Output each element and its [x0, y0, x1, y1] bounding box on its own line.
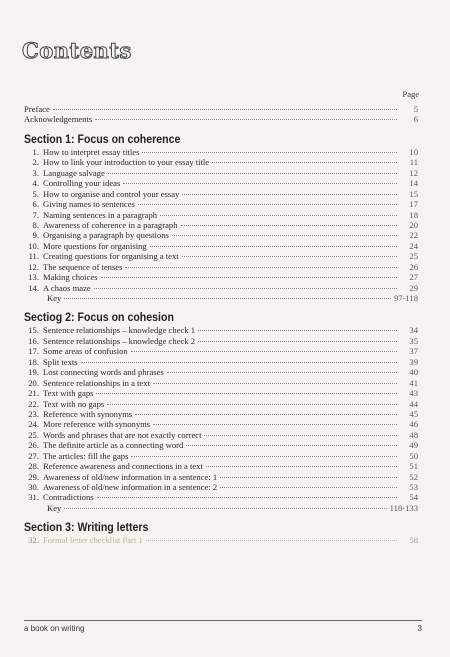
- dot-leader: [138, 204, 397, 205]
- entry-number: 14.: [28, 282, 39, 293]
- entry-page: 58: [409, 535, 418, 546]
- entry-title: Naming sentences in a paragraph: [43, 209, 158, 220]
- entry-title: The sequence of tenses: [43, 261, 123, 272]
- dot-leader: [181, 225, 398, 226]
- entry-page: 15: [409, 188, 418, 199]
- entry-number: 22.: [28, 398, 39, 409]
- toc-entry: [24, 451, 418, 461]
- page-footer: [24, 620, 422, 633]
- dot-leader: [64, 298, 391, 299]
- entry-page: 25: [409, 251, 418, 262]
- toc-entry: [24, 230, 418, 240]
- entry-page: 48: [409, 429, 418, 440]
- entry-page: 40: [409, 367, 418, 378]
- entry-title: Awareness of old/new information in a sentence: 2: [43, 482, 218, 492]
- entry-page: 22: [409, 230, 418, 241]
- entry-number: 12.: [28, 261, 39, 272]
- section-heading: Section 3: Writing letters: [24, 522, 149, 535]
- dot-leader: [108, 173, 397, 174]
- entry-number: 8.: [32, 219, 39, 230]
- entry-title: The articles: fill the gaps: [43, 450, 129, 461]
- entry-title: Sentence relationships in a text: [43, 377, 150, 388]
- dot-leader: [146, 540, 397, 541]
- toc-entry: [24, 357, 418, 367]
- entry-title: Language salvage: [43, 167, 105, 178]
- entry-title: More reference with synonyms: [43, 419, 151, 430]
- entry-title: Words and phrases that are not exactly correct: [43, 429, 202, 440]
- entry-title: Giving names to sentences: [43, 199, 135, 210]
- entry-page: 52: [409, 471, 418, 482]
- entry-page: 18: [409, 209, 418, 220]
- toc-entry: [24, 378, 418, 388]
- entry-title: Awareness of old/new information in a sentence: 1: [43, 471, 218, 482]
- toc-entry: [24, 399, 418, 409]
- toc-entry: [24, 251, 418, 261]
- entry-page: 54: [409, 492, 418, 503]
- entry-title: Awareness of coherence in a paragraph: [43, 219, 178, 230]
- entry-number: 19.: [28, 367, 39, 378]
- dot-leader: [101, 277, 397, 278]
- entry-number: 7.: [32, 209, 39, 220]
- dot-leader: [167, 372, 397, 373]
- front-matter: [24, 104, 418, 125]
- entry-page: 14: [409, 178, 418, 189]
- entry-title: Text with no gaps: [43, 398, 105, 409]
- entry-number: 25.: [28, 429, 39, 440]
- entry-number: 31.: [28, 492, 39, 503]
- entry-title: Key: [47, 293, 62, 303]
- entry-page: 46: [409, 419, 418, 430]
- entry-title: How to interpret essay titles: [43, 146, 140, 157]
- entry-page: 17: [409, 199, 418, 210]
- entry-number: 27.: [28, 450, 39, 461]
- entry-number: 26.: [28, 440, 39, 451]
- toc-entry: [24, 293, 418, 303]
- entry-number: 23.: [28, 408, 39, 419]
- entry-number: 2.: [32, 157, 39, 168]
- entry-page: 12: [409, 167, 418, 178]
- dot-leader: [123, 183, 397, 184]
- entry-page: 50: [409, 450, 418, 461]
- entry-number: 9.: [32, 230, 39, 241]
- entry-title: Preface: [24, 104, 50, 114]
- toc-entry: [24, 147, 418, 157]
- toc-entry: [24, 114, 418, 124]
- dot-leader: [94, 288, 397, 289]
- entry-number: 29.: [28, 471, 39, 482]
- dot-leader: [81, 362, 397, 363]
- entry-page: 39: [409, 356, 418, 367]
- toc-entry: [24, 388, 418, 398]
- dot-leader: [220, 487, 397, 488]
- entry-title: Creating questions for organising a text: [43, 251, 179, 262]
- entry-title: Controlling your ideas: [43, 178, 121, 189]
- entry-page: 97-118: [393, 293, 418, 303]
- dot-leader: [186, 445, 397, 446]
- entry-number: 30.: [28, 482, 39, 492]
- dot-leader: [204, 435, 397, 436]
- entry-number: 13.: [28, 272, 39, 283]
- section-list: [24, 134, 418, 546]
- dot-leader: [160, 215, 397, 216]
- footer-book-title: a book on writing: [24, 624, 85, 633]
- entry-title: How to link your introduction to your essay title: [43, 157, 210, 168]
- dot-leader: [135, 414, 397, 415]
- entry-number: 6.: [32, 199, 39, 210]
- toc-entry: [24, 262, 418, 272]
- entry-page: 41: [409, 377, 418, 388]
- toc-entry: [24, 178, 418, 188]
- toc-entry: [24, 272, 418, 282]
- dot-leader: [206, 466, 397, 467]
- toc-entry: [24, 157, 418, 167]
- entry-page: 10: [409, 146, 418, 157]
- toc-entry: [24, 440, 418, 450]
- toc-entry: [24, 168, 418, 178]
- entry-title: A chaos maze: [43, 282, 91, 293]
- entry-number: 32.: [28, 535, 39, 546]
- entry-title: Reference with synonyms: [43, 408, 133, 419]
- entry-page: 37: [409, 346, 418, 357]
- entry-page: 29: [409, 282, 418, 293]
- entry-number: 17.: [28, 346, 39, 357]
- entry-page: 34: [409, 325, 418, 336]
- toc-entry: [24, 503, 418, 513]
- entry-title: Sentence relationships – knowledge check 1: [43, 325, 196, 336]
- entry-number: 24.: [28, 419, 39, 430]
- footer-page-number: 3: [417, 624, 422, 633]
- entry-title: Some areas of confusion: [43, 346, 128, 357]
- entry-title: Organising a paragraph by questions: [43, 230, 169, 241]
- dot-leader: [150, 246, 397, 247]
- dot-leader: [142, 152, 397, 153]
- entry-page: 43: [409, 388, 418, 399]
- entry-page: 53: [409, 482, 418, 492]
- entry-page: 45: [409, 408, 418, 419]
- entry-page: 51: [409, 461, 418, 472]
- entry-page: 35: [409, 335, 418, 346]
- dot-leader: [212, 162, 397, 163]
- entry-page: 44: [409, 398, 418, 409]
- entry-page: 24: [409, 240, 418, 251]
- entry-number: 1.: [32, 146, 39, 157]
- entry-title: Contradictions: [43, 492, 94, 503]
- entry-title: How to organise and control your essay: [43, 188, 180, 199]
- dot-leader: [96, 393, 397, 394]
- entry-title: Text with gaps: [43, 388, 94, 399]
- table-of-contents: [24, 104, 418, 546]
- entry-number: 4.: [32, 178, 39, 189]
- entry-title: Sentence relationships – knowledge check 2: [43, 335, 196, 346]
- entry-number: 5.: [32, 188, 39, 199]
- entry-page: 5: [413, 104, 418, 114]
- entry-title: Split texts: [43, 356, 78, 367]
- toc-entry: [24, 283, 418, 293]
- toc-entry: [24, 325, 418, 335]
- entry-page: 20: [409, 219, 418, 230]
- toc-entry: [24, 535, 418, 545]
- toc-entry: [24, 189, 418, 199]
- page-title: Contents: [22, 38, 132, 63]
- entry-page: 118-133: [389, 502, 418, 513]
- toc-entry: [24, 241, 418, 251]
- dot-leader: [95, 119, 397, 120]
- dot-leader: [153, 383, 397, 384]
- toc-entry: [24, 210, 418, 220]
- dot-leader: [64, 508, 386, 509]
- entry-number: 15.: [28, 325, 39, 336]
- toc-entry: [24, 336, 418, 346]
- entry-page: 26: [409, 261, 418, 272]
- entry-number: 16.: [28, 335, 39, 346]
- dot-leader: [97, 497, 397, 498]
- entry-number: 10.: [28, 240, 39, 251]
- entry-title: Acknowledgements: [24, 114, 93, 125]
- section-heading: Sectiog 2: Focus on cohesion: [24, 312, 174, 325]
- entry-number: 21.: [28, 388, 39, 399]
- dot-leader: [107, 404, 397, 405]
- section-heading: Section 1: Focus on coherence: [24, 133, 181, 146]
- entry-title: The definite article as a connecting word: [43, 440, 184, 451]
- toc-entry: [24, 104, 418, 114]
- entry-title: Lost connecting words and phrases: [43, 367, 164, 378]
- toc-entry: [24, 419, 418, 429]
- page-column-header: Page: [402, 89, 419, 99]
- dot-leader: [53, 109, 397, 110]
- entry-number: 11.: [28, 251, 39, 262]
- toc-entry: [24, 430, 418, 440]
- toc-entry: [24, 367, 418, 377]
- toc-entry: [24, 220, 418, 230]
- toc-entry: [24, 199, 418, 209]
- entry-title: Formal letter checklist Part 1: [43, 535, 143, 546]
- dot-leader: [125, 267, 397, 268]
- entry-page: 27: [409, 272, 418, 283]
- toc-entry: [24, 409, 418, 419]
- entry-number: 20.: [28, 377, 39, 388]
- dot-leader: [198, 341, 397, 342]
- entry-number: 3.: [32, 167, 39, 178]
- dot-leader: [220, 477, 397, 478]
- toc-entry: [24, 346, 418, 356]
- dot-leader: [198, 330, 397, 331]
- toc-entry: [24, 482, 418, 492]
- dot-leader: [172, 235, 397, 236]
- entry-title: Key: [47, 502, 62, 513]
- entry-title: Reference awareness and connections in a text: [43, 461, 203, 472]
- entry-title: Making choices: [43, 272, 98, 283]
- entry-page: 11: [409, 157, 418, 168]
- entry-number: 18.: [28, 356, 39, 367]
- entry-page: 49: [409, 440, 418, 451]
- entry-number: 28.: [28, 461, 39, 472]
- toc-entry: [24, 492, 418, 502]
- dot-leader: [153, 424, 397, 425]
- toc-entry: [24, 472, 418, 482]
- dot-leader: [182, 194, 397, 195]
- entry-page: 6: [413, 114, 418, 125]
- entry-title: More questions for organising: [43, 240, 147, 251]
- dot-leader: [182, 256, 397, 257]
- dot-leader: [131, 351, 397, 352]
- dot-leader: [131, 456, 397, 457]
- toc-entry: [24, 461, 418, 471]
